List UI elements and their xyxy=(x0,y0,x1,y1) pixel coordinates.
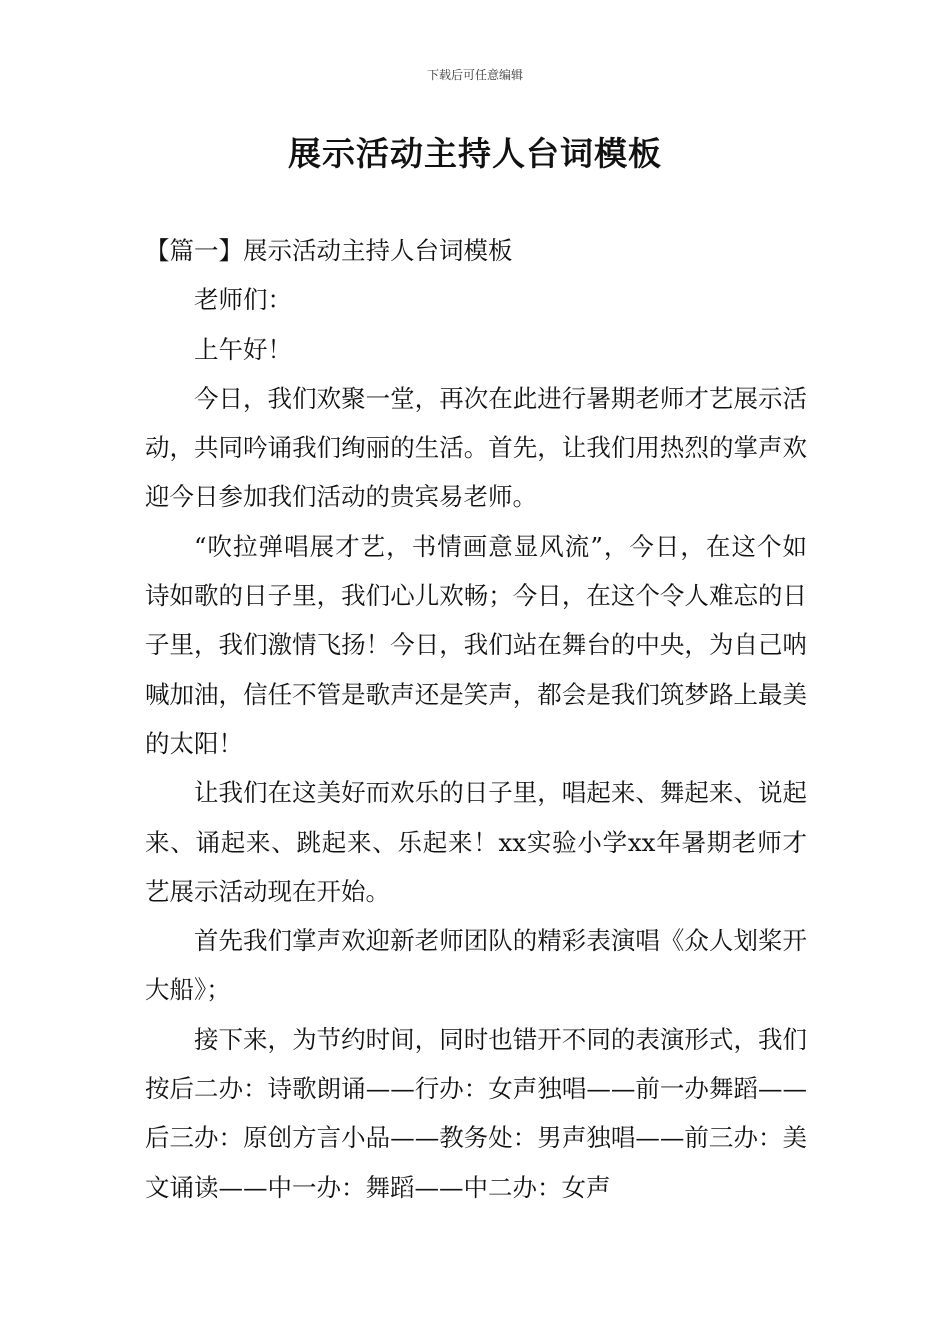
body-paragraph: “吹拉弹唱展才艺，书情画意显风流”，今日，在这个如诗如歌的日子里，我们心儿欢畅；今日，在这个令人难忘的日子里，我们激情飞扬！今日，我们站在舞台的中央，为自己呐喊加油，信任不管是歌声还是笑声，都会是我们筑梦路上最美的太阳！ xyxy=(145,531,807,758)
header-note: 下载后可任意编辑 xyxy=(426,68,523,82)
greeting-paragraph: 老师们： xyxy=(194,285,292,315)
body-paragraph: 接下来，为节约时间，同时也错开不同的表演形式，我们按后二办：诗歌朗诵——行办：女声独唱——前一办舞蹈——后三办：原创方言小品——教务处：男声独唱——前三办：美文诵读——中一办：舞蹈——中二办：女声 xyxy=(145,1024,807,1202)
body-paragraph: 今日，我们欢聚一堂，再次在此进行暑期老师才艺展示活动，共同吟诵我们绚丽的生活。首先，让我们用热烈的掌声欢迎今日参加我们活动的贵宾易老师。 xyxy=(145,383,807,512)
document-title: 展示活动主持人台词模板 xyxy=(288,134,662,173)
body-paragraph: 首先我们掌声欢迎新老师团队的精彩表演唱《众人划桨开大船》； xyxy=(145,926,807,1005)
document-body xyxy=(145,226,807,1212)
section-heading: 【篇一】展示活动主持人台词模板 xyxy=(145,236,513,265)
salutation-paragraph: 上午好！ xyxy=(194,334,292,364)
body-paragraph: 让我们在这美好而欢乐的日子里，唱起来、舞起来、说起来、诵起来、跳起来、乐起来！xx实验小学xx年暑期老师才艺展示活动现在开始。 xyxy=(145,778,807,906)
